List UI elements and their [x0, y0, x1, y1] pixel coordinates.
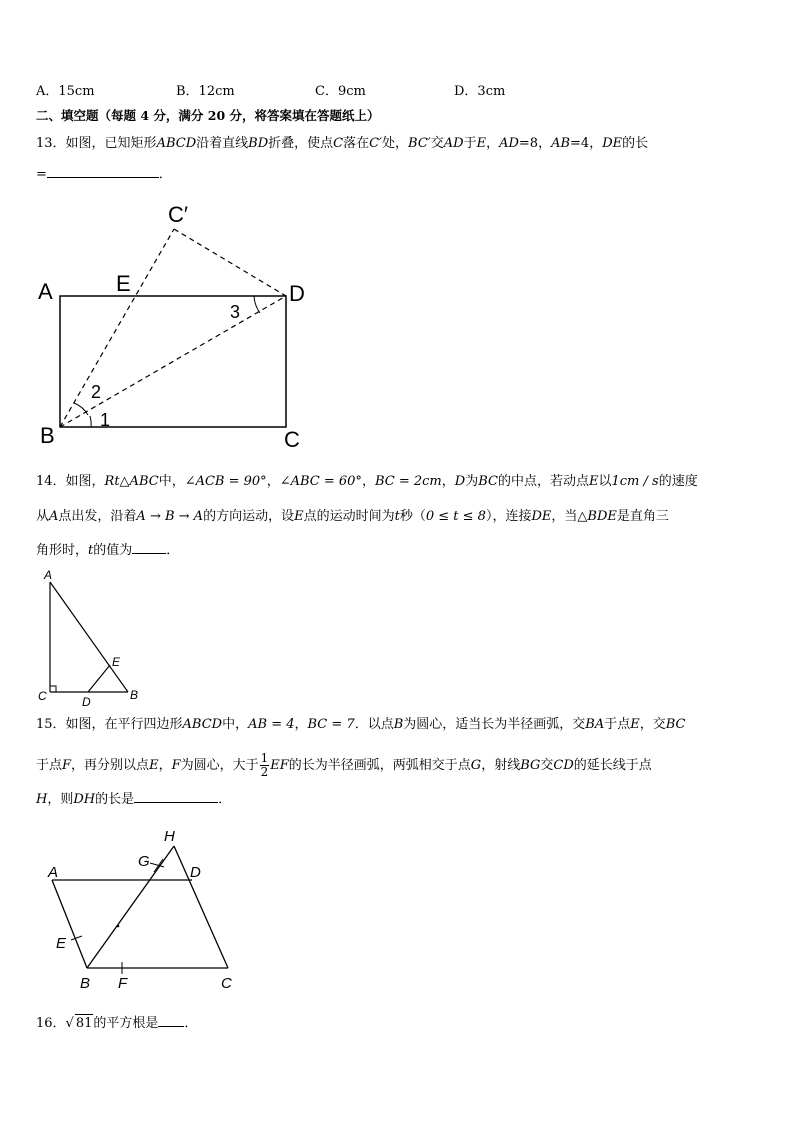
q15-l2a: 于点 — [36, 758, 63, 773]
q14-t5: 的速度 — [658, 474, 698, 489]
q15-b: B — [393, 717, 404, 732]
q14-a: A — [49, 509, 59, 524]
q14-side-ab — [50, 582, 128, 692]
q14-l3b: 的值为 — [93, 543, 133, 558]
q14-end: ． — [166, 543, 180, 558]
q14-bde: △BDE — [577, 509, 617, 524]
q13-angle-label-3: 3 — [230, 302, 241, 322]
q16-radicand: 81 — [75, 1016, 93, 1031]
q13-t9: 的长 — [622, 136, 649, 151]
q15-bc: BC = 7 — [307, 717, 355, 732]
q15-abcd: ABCD — [182, 717, 223, 732]
q14-l2d: 点的运动时间为 — [303, 509, 395, 524]
q13-angle-arc-2 — [74, 403, 88, 415]
q15-l2d: 为圆心，大于 — [180, 758, 259, 773]
q15-side-cd-extended — [174, 846, 228, 968]
q13-angle-arc-1 — [90, 416, 91, 427]
q14-sep3: ， — [441, 474, 455, 489]
q13-angle-label-1: 1 — [100, 410, 111, 430]
q15-frac-den: 2 — [260, 765, 269, 779]
q15-e2: E — [149, 758, 159, 773]
q15-label-d: D — [190, 864, 201, 881]
q13-label-c: C — [284, 427, 300, 452]
q15-line-1 — [36, 716, 686, 734]
q15-ef: EF — [270, 758, 289, 773]
q13-text — [36, 135, 648, 153]
q15-t5: ，交 — [639, 717, 666, 732]
q13-ab: AB — [551, 136, 571, 151]
q15-side-ab — [52, 880, 87, 968]
q13-figure — [30, 195, 320, 455]
q13-answer-line — [36, 165, 172, 184]
q15-arc-mark-e — [71, 936, 82, 940]
q15-number: 15．如图，在平行四边形 — [36, 717, 183, 732]
q14-line-3 — [36, 541, 179, 560]
q13-t3: 折叠，使点 — [268, 136, 334, 151]
q15-sep1: ， — [294, 717, 308, 732]
q13-angle-arc-3 — [254, 296, 260, 313]
q16-sqrt: √ 81 — [65, 1016, 93, 1031]
q15-ab: AB = 4 — [248, 717, 295, 732]
q12-option-b: B．12cm — [176, 84, 235, 99]
q14-figure — [30, 565, 150, 710]
q14-t2: 为 — [465, 474, 479, 489]
q14-answer-blank[interactable] — [132, 541, 166, 554]
q13-t1: 如图，已知矩形 — [65, 136, 157, 151]
q13-label-cprime: C′ — [168, 202, 189, 227]
q13-t5: 处， — [382, 136, 409, 151]
q14-speed: 1cm / s — [611, 474, 659, 489]
q15-e: E — [630, 717, 640, 732]
q13-answer-blank[interactable] — [47, 165, 159, 178]
q16-end: ． — [184, 1016, 198, 1031]
q13-line-bd — [60, 296, 286, 427]
q14-bc: BC = 2cm — [374, 474, 442, 489]
q15-l2h: 的延长线于点 — [573, 758, 652, 773]
q15-label-f: F — [118, 975, 128, 992]
q13-e: E — [476, 136, 487, 151]
q14-segment-de — [88, 665, 110, 692]
q14-e2: E — [294, 509, 304, 524]
q15-f2: F — [171, 758, 181, 773]
q15-t1: 中， — [222, 717, 249, 732]
q13-eq4: =4， — [570, 136, 603, 151]
q13-angle-label-2: 2 — [91, 382, 102, 402]
q15-bg: BG — [520, 758, 541, 773]
q14-l2a: 从 — [36, 509, 50, 524]
q14-acb: ∠ACB = 90° — [184, 474, 267, 489]
q14-path: A → B → A — [136, 509, 204, 524]
q13-t6: 交 — [430, 136, 444, 151]
q12-option-c: C．9cm — [315, 84, 366, 99]
q13-bd: BD — [248, 136, 269, 151]
q15-h: H — [36, 792, 48, 807]
q13-eq: = — [36, 167, 47, 182]
q13-label-d: D — [289, 281, 305, 306]
q12-option-a: A．15cm — [36, 84, 95, 99]
q15-t3: 为圆心，适当长为半径画弧，交 — [403, 717, 586, 732]
q14-right-angle-mark — [50, 686, 56, 692]
q14-l2b: 点出发，沿着 — [58, 509, 137, 524]
q15-midpoint-dot — [117, 925, 120, 928]
q12-option-d: D．3cm — [454, 84, 506, 99]
q15-t2: ．以点 — [354, 717, 394, 732]
q14-l2g: ，当 — [551, 509, 578, 524]
q14-label-d: D — [82, 695, 91, 709]
q14-sep2: ， — [361, 474, 375, 489]
q15-l2g: 交 — [540, 758, 554, 773]
q13-line-cprime-d — [174, 229, 286, 296]
q15-label-c: C — [221, 975, 232, 992]
q15-fraction — [260, 752, 270, 779]
q13-de: DE — [602, 136, 623, 151]
q15-answer-blank[interactable] — [134, 790, 218, 803]
q15-label-h: H — [164, 828, 175, 845]
q15-g: G — [470, 758, 482, 773]
q13-number: 13． — [36, 136, 66, 151]
q14-label-b: B — [130, 688, 139, 702]
q13-end: ． — [158, 167, 172, 182]
q15-f: F — [62, 758, 72, 773]
q13-t7: 于 — [463, 136, 477, 151]
q14-de: DE — [531, 509, 552, 524]
q13-cprime: C′ — [369, 136, 383, 151]
q14-t: t — [394, 509, 400, 524]
q16-t1: 的平方根是 — [93, 1016, 159, 1031]
q13-eq8: =8， — [518, 136, 552, 151]
q16-answer-blank[interactable] — [158, 1014, 184, 1027]
q15-arc-mark-g2 — [154, 859, 163, 872]
q14-d: D — [454, 474, 466, 489]
q15-ba: BA — [585, 717, 605, 732]
q14-t3: 的中点，若动点 — [497, 474, 589, 489]
q14-bc2: BC — [478, 474, 498, 489]
q14-label-c: C — [38, 689, 47, 703]
q14-label-a: A — [44, 568, 53, 582]
q13-ad2: AD — [499, 136, 519, 151]
q15-l2c: ， — [158, 758, 172, 773]
q15-label-b: B — [80, 975, 91, 992]
q14-l2h: 是直角三 — [616, 509, 669, 524]
q15-frac-num: 1 — [260, 751, 269, 765]
q13-line-bcprime — [60, 229, 174, 427]
q15-end: ． — [218, 792, 232, 807]
q15-bc2: BC — [665, 717, 686, 732]
q13-label-b: B — [40, 423, 55, 448]
q15-t4: 于点 — [604, 717, 631, 732]
q13-c: C — [333, 136, 344, 151]
q13-label-e: E — [116, 271, 131, 296]
q14-abc: ∠ABC = 60° — [279, 474, 362, 489]
q13-bcprime: BC′ — [408, 136, 431, 151]
q15-l3b: 的长是 — [95, 792, 135, 807]
q15-l3a: ，则 — [47, 792, 74, 807]
q14-tv: t — [88, 543, 94, 558]
q14-l2e: 秒（ — [399, 509, 426, 524]
q14-number: 14．如图， — [36, 474, 105, 489]
q15-label-g: G — [138, 853, 150, 870]
q14-l3a: 角形时， — [36, 543, 89, 558]
q15-dh: DH — [73, 792, 96, 807]
q13-ad: AD — [443, 136, 464, 151]
q14-line-1 — [36, 473, 698, 491]
q14-rt: Rt△ABC — [104, 474, 159, 489]
q14-l2c: 的方向运动，设 — [203, 509, 295, 524]
q15-figure — [40, 820, 250, 1000]
q13-t2: 沿着直线 — [196, 136, 249, 151]
q15-label-e: E — [56, 935, 67, 952]
q14-range: 0 ≤ t ≤ 8 — [425, 509, 486, 524]
q13-abcd: ABCD — [156, 136, 197, 151]
q15-line-2 — [36, 752, 652, 780]
q15-line-3 — [36, 790, 231, 809]
q13-label-a: A — [38, 279, 53, 304]
q15-l2f: ，射线 — [481, 758, 521, 773]
q13-t8: ， — [486, 136, 500, 151]
q16-text — [36, 1014, 197, 1033]
q16-number: 16． — [36, 1016, 66, 1031]
q14-l2f: ），连接 — [485, 509, 532, 524]
q14-sep1: ， — [266, 474, 280, 489]
q14-e: E — [588, 474, 599, 489]
q15-ray-bg — [87, 846, 174, 968]
q14-label-e: E — [112, 655, 121, 669]
q14-t1: 中， — [158, 474, 185, 489]
q15-label-a: A — [48, 864, 59, 881]
q15-cd: CD — [553, 758, 574, 773]
q14-line-2 — [36, 508, 669, 526]
section-heading: 二、填空题（每题 4 分，满分 20 分，将答案填在答题纸上） — [36, 108, 380, 123]
q15-l2e: 的长为半径画弧，两弧相交于点 — [288, 758, 471, 773]
q14-t4: 以 — [598, 474, 612, 489]
q15-l2b: ，再分别以点 — [71, 758, 150, 773]
q13-t4: 落在 — [343, 136, 370, 151]
